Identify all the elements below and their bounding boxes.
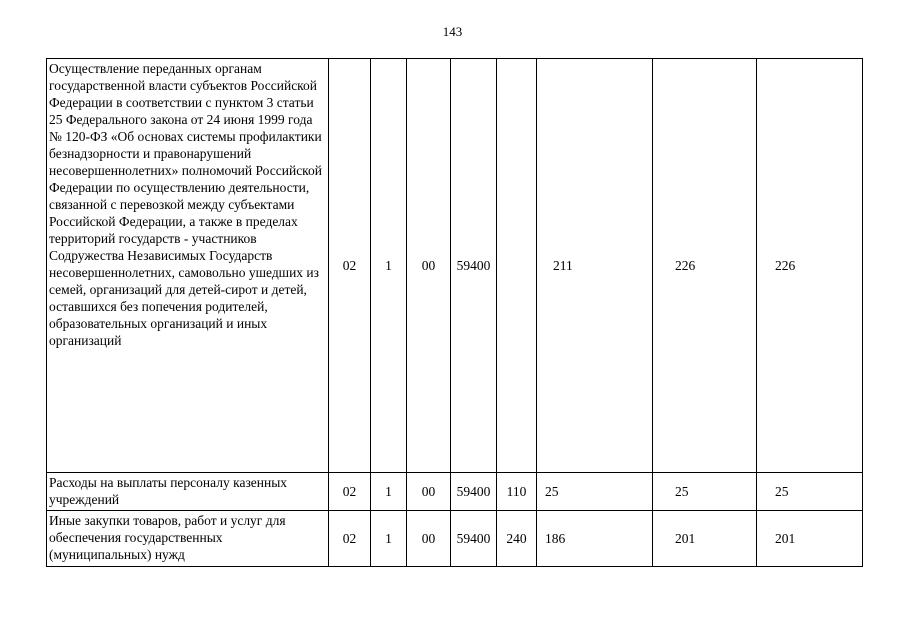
code1-cell: 02 — [329, 59, 371, 473]
expense-name-cell: Иные закупки товаров, работ и услуг для обеспечения государственных (муниципальных) нужд — [47, 511, 329, 567]
code3-cell: 00 — [407, 511, 451, 567]
amount1-cell: 211 — [537, 59, 653, 473]
code1-cell: 02 — [329, 511, 371, 567]
table-row — [47, 511, 863, 567]
code2-cell: 1 — [371, 59, 407, 473]
amount3-cell: 226 — [757, 59, 863, 473]
expense-type-cell: 110 — [497, 473, 537, 511]
amount2-cell: 226 — [653, 59, 757, 473]
table-row — [47, 473, 863, 511]
amount3-cell: 25 — [757, 473, 863, 511]
code3-cell: 00 — [407, 59, 451, 473]
code4-cell: 59400 — [451, 59, 497, 473]
amount2-cell: 201 — [653, 511, 757, 567]
expense-type-cell — [497, 59, 537, 473]
amount2-cell: 25 — [653, 473, 757, 511]
expense-name-cell: Осуществление переданных органам государственной власти субъектов Российской Федерации в соответствии с пунктом 3 статьи 25 Федерального закона от 24 июня 1999 года № 120-ФЗ «Об основах системы профилактики безнадзорности и правонарушений несовершеннолетних» полномочий Российской Федерации по осуществлению деятельности, связанной с перевозкой между субъектами Российской Федерации, а также в пределах территорий государств - участников Содружества Независимых Государств несовершеннолетних, самовольно ушедших из семей, организаций для детей-сирот и детей, оставшихся без попечения родителей, образовательных организаций и иных организаций — [47, 59, 329, 473]
amount1-cell: 186 — [537, 511, 653, 567]
code3-cell: 00 — [407, 473, 451, 511]
amount3-cell: 201 — [757, 511, 863, 567]
code4-cell: 59400 — [451, 473, 497, 511]
table-row — [47, 59, 863, 473]
code2-cell: 1 — [371, 511, 407, 567]
code2-cell: 1 — [371, 473, 407, 511]
page-number: 143 — [442, 24, 463, 39]
expense-type-cell: 240 — [497, 511, 537, 567]
code1-cell: 02 — [329, 473, 371, 511]
budget-table — [46, 58, 863, 567]
expense-name-cell: Расходы на выплаты персоналу казенных учреждений — [47, 473, 329, 511]
amount1-cell: 25 — [537, 473, 653, 511]
code4-cell: 59400 — [451, 511, 497, 567]
